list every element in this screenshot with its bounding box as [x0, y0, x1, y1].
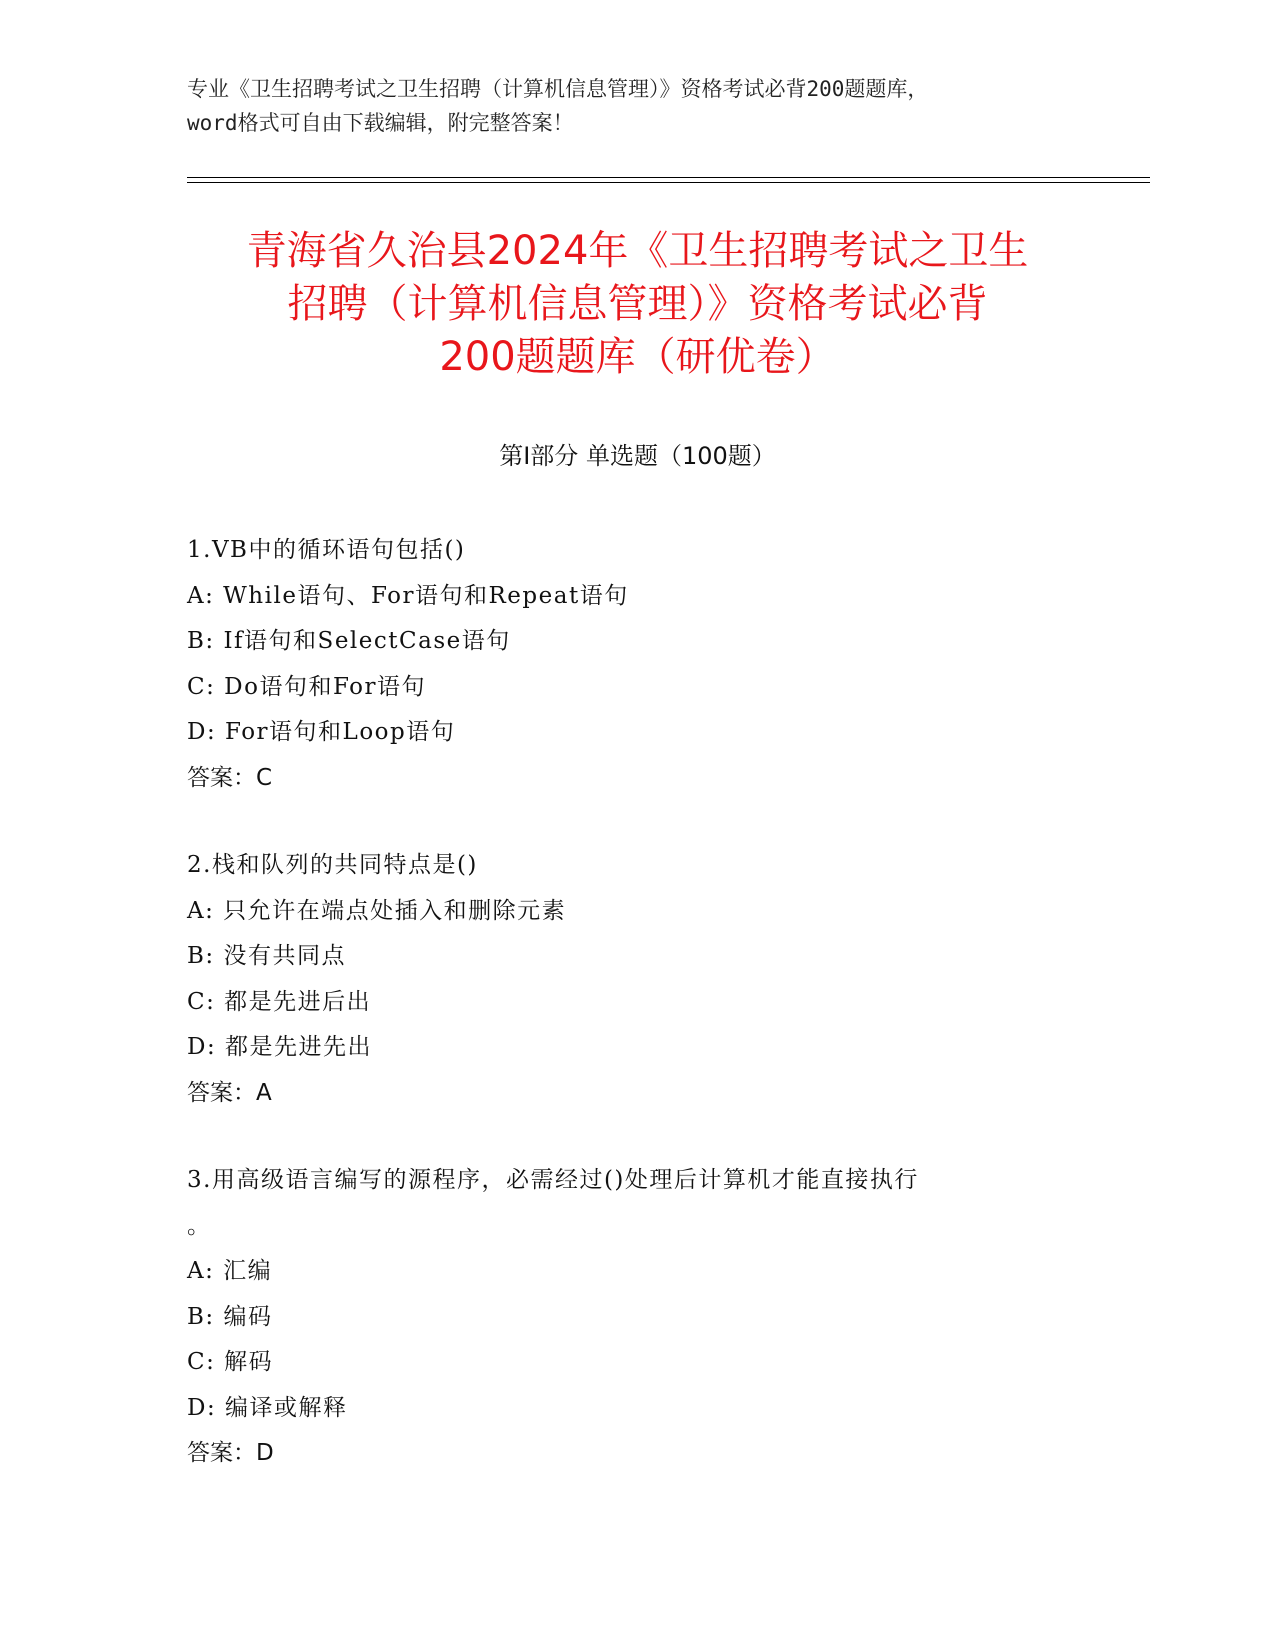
section-heading: 第Ⅰ部分 单选题（100题）	[499, 442, 776, 470]
divider-bottom	[187, 182, 1150, 183]
answer: 答案：C	[187, 764, 273, 791]
option-b: B: 编码	[187, 1303, 273, 1330]
option-d: D: For语句和Loop语句	[187, 719, 456, 745]
option-a: A: 汇编	[187, 1258, 273, 1284]
header-note-line-1: 专业《卫生招聘考试之卫生招聘（计算机信息管理）》资格考试必背200题题库，	[187, 77, 929, 101]
header-note-line-2: word格式可自由下载编辑，附完整答案！	[187, 111, 574, 135]
option-d: D: 都是先进先出	[187, 1034, 373, 1060]
answer: 答案：A	[187, 1079, 272, 1106]
document-title	[150, 225, 1125, 384]
option-c: C: 都是先进后出	[187, 988, 372, 1015]
title-line-1: 青海省久治县2024年《卫生招聘考试之卫生	[246, 228, 1029, 274]
question-1	[187, 528, 1087, 801]
option-b: B: 没有共同点	[187, 943, 346, 969]
title-line-2: 招聘（计算机信息管理）》资格考试必背	[287, 281, 988, 327]
option-d: D: 编译或解释	[187, 1394, 348, 1421]
question-2	[187, 843, 1087, 1116]
question-stem-continuation: 。	[187, 1212, 212, 1239]
option-a: A: 只允许在端点处插入和删除元素	[187, 897, 567, 924]
title-line-3: 200题题库（研优卷）	[439, 334, 836, 380]
option-a: A: While语句、For语句和Repeat语句	[187, 582, 629, 609]
divider-top	[187, 177, 1150, 178]
question-stem: 1.VB中的循环语句包括()	[187, 537, 466, 563]
answer: 答案：D	[187, 1440, 274, 1466]
option-b: B: If语句和SelectCase语句	[187, 628, 511, 654]
header-note	[187, 72, 1087, 140]
question-stem: 3.用高级语言编写的源程序，必需经过()处理后计算机才能直接执行	[187, 1167, 919, 1193]
question-list	[187, 528, 1087, 1519]
option-c: C: 解码	[187, 1349, 274, 1375]
question-stem: 2.栈和队列的共同特点是()	[187, 852, 478, 878]
option-c: C: Do语句和For语句	[187, 673, 426, 700]
question-3	[187, 1158, 1087, 1477]
